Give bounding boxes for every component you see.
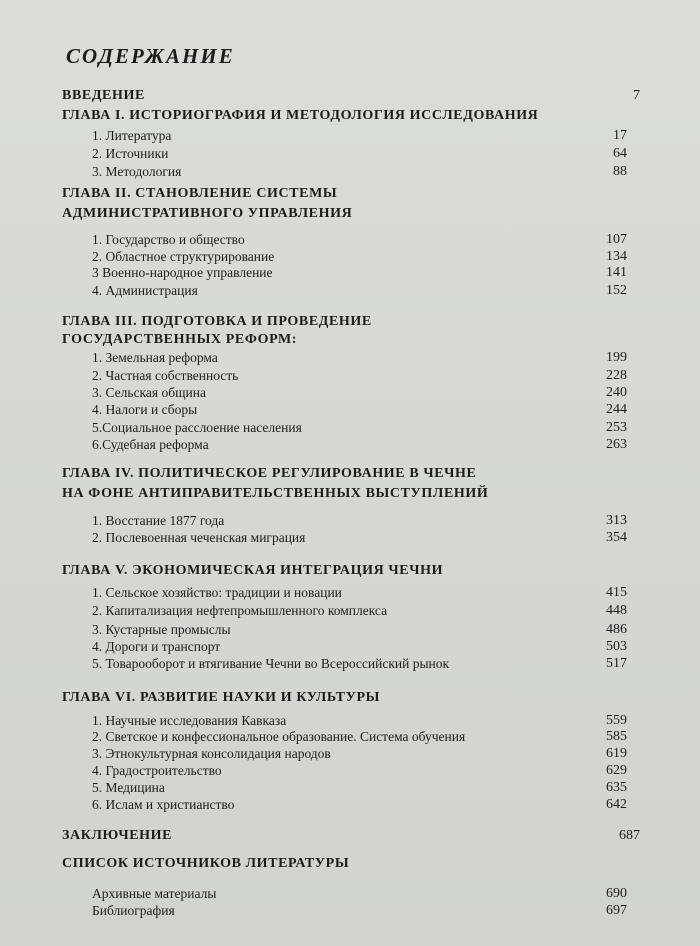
toc-entry-label: 2. Источники [92, 146, 169, 161]
toc-entry-label: 1. Научные исследования Кавказа [92, 713, 287, 728]
toc-entry-label: ГЛАВА I. ИСТОРИОГРАФИЯ И МЕТОДОЛОГИЯ ИССЛЕДОВАНИЯ [62, 108, 539, 123]
toc-page-number: 141 [606, 265, 627, 280]
toc-entry-label: 6.Судебная реформа [92, 437, 209, 452]
toc-entry-label: ГЛАВА V. ЭКОНОМИЧЕСКАЯ ИНТЕГРАЦИЯ ЧЕЧНИ [62, 563, 444, 578]
toc-entry-label: 3. Методология [92, 164, 182, 179]
toc-entry-label: ГЛАВА VI. РАЗВИТИЕ НАУКИ И КУЛЬТУРЫ [62, 690, 380, 705]
toc-entry-label: 2. Областное структурирование [92, 249, 275, 264]
toc-page-number: 690 [606, 886, 627, 901]
toc-page-number: 240 [606, 385, 627, 400]
toc-page-number: 17 [613, 128, 627, 143]
toc-entry-label: 6. Ислам и христианство [92, 797, 235, 812]
toc-entry-label: 2. Светское и конфессиональное образование. Система обучения [92, 729, 466, 744]
toc-page-number: 448 [606, 603, 627, 618]
page-title: СОДЕРЖАНИЕ [66, 44, 235, 68]
toc-entry-label: 5. Товарооборот и втягивание Чечни во Всероссийский рынок [92, 656, 450, 671]
toc-page-number: 559 [606, 713, 627, 728]
toc-page-number: 134 [606, 249, 627, 264]
toc-page-number: 88 [613, 164, 627, 179]
toc-page-number: 107 [606, 232, 627, 247]
toc-entry-label: 3. Кустарные промыслы [92, 622, 231, 637]
toc-entry-label: Архивные материалы [92, 886, 217, 901]
toc-entry-label: 1. Сельское хозяйство: традиции и новации [92, 585, 342, 600]
toc-page-number: 635 [606, 780, 627, 795]
toc-entry-label: 3. Этнокультурная консолидация народов [92, 746, 331, 761]
toc-page-number: 354 [606, 530, 627, 545]
toc-entry-label: 2. Частная собственность [92, 368, 239, 383]
toc-entry-label: 2. Капитализация нефтепромышленного комплекса [92, 603, 388, 618]
toc-entry-label: 1. Земельная реформа [92, 350, 218, 365]
toc-entry-label: Библиография [92, 903, 175, 918]
toc-page-number: 486 [606, 622, 627, 637]
toc-page-number: 263 [606, 437, 627, 452]
toc-entry-label: 3. Сельская община [92, 385, 206, 400]
toc-page-number: 244 [606, 402, 627, 417]
toc-entry-label: 4. Администрация [92, 283, 198, 298]
toc-page-number: 228 [606, 368, 627, 383]
toc-entry-label: 4. Налоги и сборы [92, 402, 198, 417]
toc-page-number: 7 [633, 88, 640, 103]
toc-page-number: 64 [613, 146, 627, 161]
toc-entry-label: 4. Градостроительство [92, 763, 222, 778]
toc-page-number: 642 [606, 797, 627, 812]
toc-entry-label: 1. Литература [92, 128, 172, 143]
toc-page-number: 619 [606, 746, 627, 761]
toc-entry-label: АДМИНИСТРАТИВНОГО УПРАВЛЕНИЯ [62, 206, 353, 221]
toc-entry-label: ГЛАВА II. СТАНОВЛЕНИЕ СИСТЕМЫ [62, 186, 338, 201]
toc-entry-label: ГОСУДАРСТВЕННЫХ РЕФОРМ: [62, 332, 298, 347]
toc-entry-label: ЗАКЛЮЧЕНИЕ [62, 828, 173, 843]
toc-entry-label: СПИСОК ИСТОЧНИКОВ ЛИТЕРАТУРЫ [62, 856, 350, 871]
toc-page-number: 152 [606, 283, 627, 298]
toc-page-number: 687 [619, 828, 640, 843]
toc-page-number: 629 [606, 763, 627, 778]
toc-entry-label: 3 Военно-народное управление [92, 265, 273, 280]
toc-entry-label: ВВЕДЕНИЕ [62, 88, 145, 103]
toc-entry-label: 1. Восстание 1877 года [92, 513, 225, 528]
toc-entry-label: НА ФОНЕ АНТИПРАВИТЕЛЬСТВЕННЫХ ВЫСТУПЛЕНИЙ [62, 486, 489, 501]
toc-page-number: 253 [606, 420, 627, 435]
toc-entry-label: 2. Послевоенная чеченская миграция [92, 530, 306, 545]
toc-page-number: 697 [606, 903, 627, 918]
toc-entry-label: 4. Дороги и транспорт [92, 639, 221, 654]
toc-entry-label: 5.Социальное расслоение населения [92, 420, 302, 435]
toc-entry-label: ГЛАВА III. ПОДГОТОВКА И ПРОВЕДЕНИЕ [62, 314, 372, 329]
toc-page-number: 585 [606, 729, 627, 744]
toc-page-number: 313 [606, 513, 627, 528]
toc-page-number: 503 [606, 639, 627, 654]
toc-entry-label: ГЛАВА IV. ПОЛИТИЧЕСКОЕ РЕГУЛИРОВАНИЕ В ЧЕЧНЕ [62, 466, 477, 481]
toc-page-number: 517 [606, 656, 627, 671]
toc-page-number: 199 [606, 350, 627, 365]
bleed-through-text [410, 205, 426, 252]
toc-page-number: 415 [606, 585, 627, 600]
toc-entry-label: 5. Медицина [92, 780, 165, 795]
toc-entry-label: 1. Государство и общество [92, 232, 245, 247]
